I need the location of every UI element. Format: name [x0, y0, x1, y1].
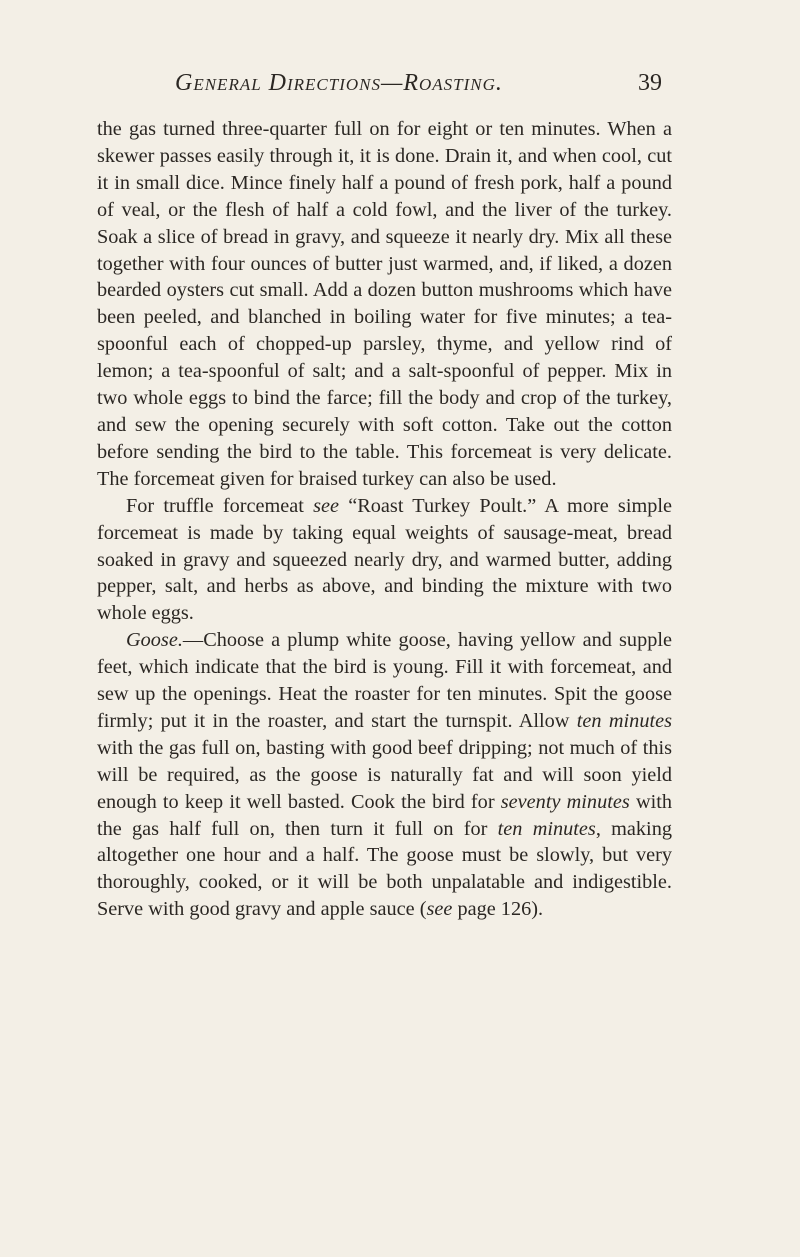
paragraph-truffle-forcemeat [97, 493, 672, 628]
text-span: the gas turned three-quarter full on for eight or ten minutes. When a skewer passes easily through it, it is done. Drain it, and when cool, cut it in small dice. Mince finely half a pound of fresh pork, half a pound of veal, or the flesh of half a cold fowl, and the liver of the turkey. Soak a slice of bread in gravy, and squeeze it nearly dry. Mix all these together with four ounces of butter just warmed, and, if liked, a dozen bearded oysters cut small. Add a dozen button mushrooms which have been peeled, and blanched in boiling water for five minutes; a tea-spoonful each of chopped-up parsley, thyme, and yellow rind of lemon; a tea-spoonful of salt; and a salt-spoonful of pepper. Mix in two whole eggs to bind the farce; fill the body and crop of the turkey, and sew the opening securely with soft cotton. Take out the cotton before sending the bird to the table. This forcemeat is very delicate. The forcemeat given for braised turkey can also be used. [97, 118, 672, 490]
running-head [175, 70, 662, 106]
italic-span: see [313, 494, 340, 517]
text-span: with the gas half full on, then turn it full on for [97, 790, 672, 840]
running-title: General Directions—Roasting. [175, 70, 503, 96]
body-text [97, 116, 672, 923]
text-span: , making altogether one hour and a half. The goose must be slowly, but very thoroughly, cooked, or it will be both unpalatable and indigestible. Serve with good gravy and apple sauce ( [97, 817, 672, 921]
text-span: —Choose a plump white goose, having yellow and supple feet, which indicate that the bird is young. Fill it with forcemeat, and sew up the openings. Heat the roaster for ten minutes. Spit the goose firmly; put it in the roaster, and start the turnspit. Allow [97, 629, 672, 732]
italic-span: seventy minutes [500, 790, 630, 813]
paragraph-goose [97, 627, 672, 923]
text-span: “Roast Turkey Poult.” A more simple forcemeat is made by taking equal weights of sausage-meat, bread soaked in gravy and squeezed nearly dry, and warmed butter, adding pepper, salt, and herbs as above, and binding the mixture with two whole eggs. [97, 494, 673, 625]
page-number: 39 [638, 70, 662, 96]
paragraph-forcemeat-continued [97, 116, 672, 493]
italic-span: see [426, 898, 453, 921]
text-span: with the gas full on, basting with good beef dripping; not much of this will be required, as the goose is naturally fat and will soon yield enough to keep it well basted. Cook the bird for [97, 736, 672, 813]
italic-span: ten minutes [497, 817, 596, 840]
section-heading-goose: Goose. [126, 629, 183, 652]
italic-span: ten minutes [576, 709, 672, 732]
text-span: page 126). [452, 898, 544, 921]
text-span: For truffle forcemeat [126, 494, 314, 517]
